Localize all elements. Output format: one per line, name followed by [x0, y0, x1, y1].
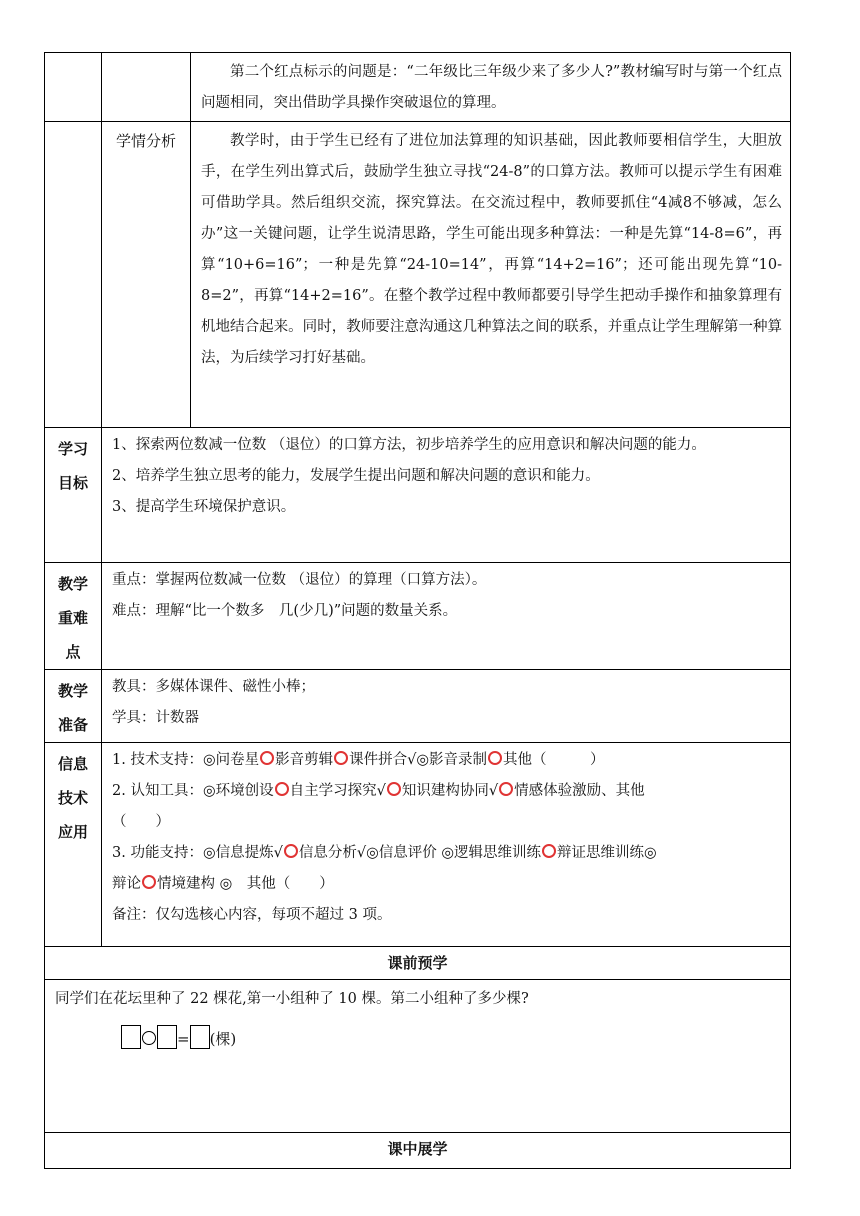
- blank-label-cell: [45, 53, 102, 122]
- preview-question: 同学们在花坛里种了 22 棵花,第一小组种了 10 棵。第二小组种了多少棵?: [55, 991, 529, 1007]
- tech-text: 信息分析√◎信息评价 ◎逻辑思维训练: [298, 845, 541, 861]
- learning-goals-row: [45, 428, 791, 563]
- unit-label: (棵): [209, 1030, 237, 1048]
- learning-goals-cell: [102, 428, 791, 563]
- cognitive-tools-line: [102, 776, 790, 807]
- label-line: 信息: [57, 755, 88, 773]
- red-mark-icon: [334, 751, 348, 765]
- tech-text: 情感体验激励、其他: [514, 783, 645, 799]
- answer-blank-box[interactable]: [121, 1025, 141, 1049]
- student-analysis-label: 学情分析: [102, 122, 191, 428]
- blank-label-cell: [45, 122, 102, 428]
- tech-application-row: [45, 743, 791, 947]
- teacher-tools-text: 教具：多媒体课件、磁性小棒；: [112, 679, 315, 695]
- hard-point-text: 难点：理解“比一个数多 几(少几)”问题的数量关系。: [112, 603, 458, 619]
- label-line: 目标: [57, 474, 88, 492]
- label-line: 应用: [57, 823, 88, 841]
- key-difficult-cell: [102, 563, 791, 670]
- analysis-continuation-cell: [191, 53, 791, 122]
- label-line: 学习: [57, 440, 88, 458]
- equals-sign: =: [177, 1030, 190, 1048]
- teaching-prep-label: [45, 670, 102, 743]
- key-difficult-label: [45, 563, 102, 670]
- blank-sublabel-cell: [102, 53, 191, 122]
- preview-heading: 课前预学: [45, 947, 791, 980]
- red-mark-icon: [284, 844, 298, 858]
- teaching-prep-row: [45, 670, 791, 743]
- answer-blank-box[interactable]: [157, 1025, 177, 1049]
- red-mark-icon: [275, 782, 289, 796]
- label-line: 点: [65, 643, 81, 661]
- operator-blank-circle[interactable]: [142, 1031, 156, 1045]
- student-analysis-text: 教学时，由于学生已经有了进位加法算理的知识基础，因此教师要相信学生，大胆放手，在学生列出算式后，鼓励学生独立寻找“24-8”的口算方法。教师可以提示学生有困难可借助学具。然后组织交流，探究算法。在交流过程中，教师要抓住“4减8不够减，怎么办”这一关键问题，让学生说清思路，学生可能出现多种算法：一种是先算“14-8=6”，再算“10+6=16”；一种是先算“24-10=14”，再算“14+2=16”；还可能出现先算“10-8=2”，再算“14+2=16”。在整个教学过程中教师都要引导学生把动手操作和抽象算理有机地结合起来。同时，教师要注意沟通这几种算法之间的联系，并重点让学生理解第一种算法，为后续学习打好基础。: [201, 133, 782, 366]
- label-line: 准备: [57, 716, 88, 734]
- tech-support-line: [102, 745, 790, 776]
- inclass-heading-row: [45, 1133, 791, 1169]
- tech-application-cell: [102, 743, 791, 947]
- equation-blanks: [45, 1025, 790, 1049]
- goal-item: 2、培养学生独立思考的能力，发展学生提出问题和解决问题的意识和能力。: [112, 468, 600, 484]
- goal-item: 3、提高学生环境保护意识。: [112, 499, 296, 515]
- tech-text: 情境建构 ◎ 其他（ ）: [157, 876, 334, 892]
- key-difficult-row: [45, 563, 791, 670]
- student-analysis-cell: [191, 122, 791, 428]
- tech-text: 其他（ ）: [503, 752, 605, 768]
- tech-text: 辩论: [112, 876, 141, 892]
- red-mark-icon: [542, 844, 556, 858]
- student-analysis-row: [45, 122, 791, 428]
- tech-text: 2. 认知工具：◎环境创设: [112, 783, 274, 799]
- analysis-continuation-text: 第二个红点标示的问题是：“二年级比三年级少来了多少人?”教材编写时与第一个红点问题相同，突出借助学具操作突破退位的算理。: [201, 64, 782, 111]
- cognitive-tools-line-2: （ ）: [112, 814, 170, 830]
- analysis-continuation-row: [45, 53, 791, 122]
- tech-text: 3. 功能支持：◎信息提炼√: [112, 845, 283, 861]
- preview-content-row: [45, 980, 791, 1133]
- red-mark-icon: [142, 875, 156, 889]
- tech-text: 自主学习探究√: [289, 783, 386, 799]
- lesson-plan-page: [44, 52, 790, 1158]
- function-support-line-2: [102, 869, 790, 900]
- teaching-prep-cell: [102, 670, 791, 743]
- red-mark-icon: [387, 782, 401, 796]
- label-line: 教学: [57, 682, 88, 700]
- tech-text: 1. 技术支持：◎问卷星: [112, 752, 260, 768]
- student-tools-text: 学具：计数器: [112, 710, 199, 726]
- label-line: 教学: [57, 575, 88, 593]
- tech-application-label: [45, 743, 102, 947]
- learning-goals-label: [45, 428, 102, 563]
- tech-note-line: 备注：仅勾选核心内容，每项不超过 3 项。: [112, 907, 392, 923]
- inclass-heading: 课中展学: [45, 1133, 791, 1169]
- tech-text: 课件拼合√◎影音录制: [349, 752, 488, 768]
- tech-text: 知识建构协同√: [401, 783, 499, 799]
- red-mark-icon: [260, 751, 274, 765]
- key-point-text: 重点：掌握两位数减一位数 （退位）的算理（口算方法）。: [112, 572, 487, 588]
- preview-content-cell: [45, 980, 791, 1133]
- tech-text: 影音剪辑: [275, 752, 334, 768]
- label-line: 技术: [57, 789, 88, 807]
- tech-text: 辩证思维训练◎: [557, 845, 657, 861]
- goal-item: 1、探索两位数减一位数 （退位）的口算方法，初步培养学生的应用意识和解决问题的能力。: [112, 437, 706, 453]
- red-mark-icon: [499, 782, 513, 796]
- lesson-plan-table: [44, 52, 791, 1169]
- preview-heading-row: [45, 947, 791, 980]
- red-mark-icon: [488, 751, 502, 765]
- label-line: 重难: [57, 609, 88, 627]
- function-support-line: [102, 838, 790, 869]
- answer-blank-box[interactable]: [190, 1025, 210, 1049]
